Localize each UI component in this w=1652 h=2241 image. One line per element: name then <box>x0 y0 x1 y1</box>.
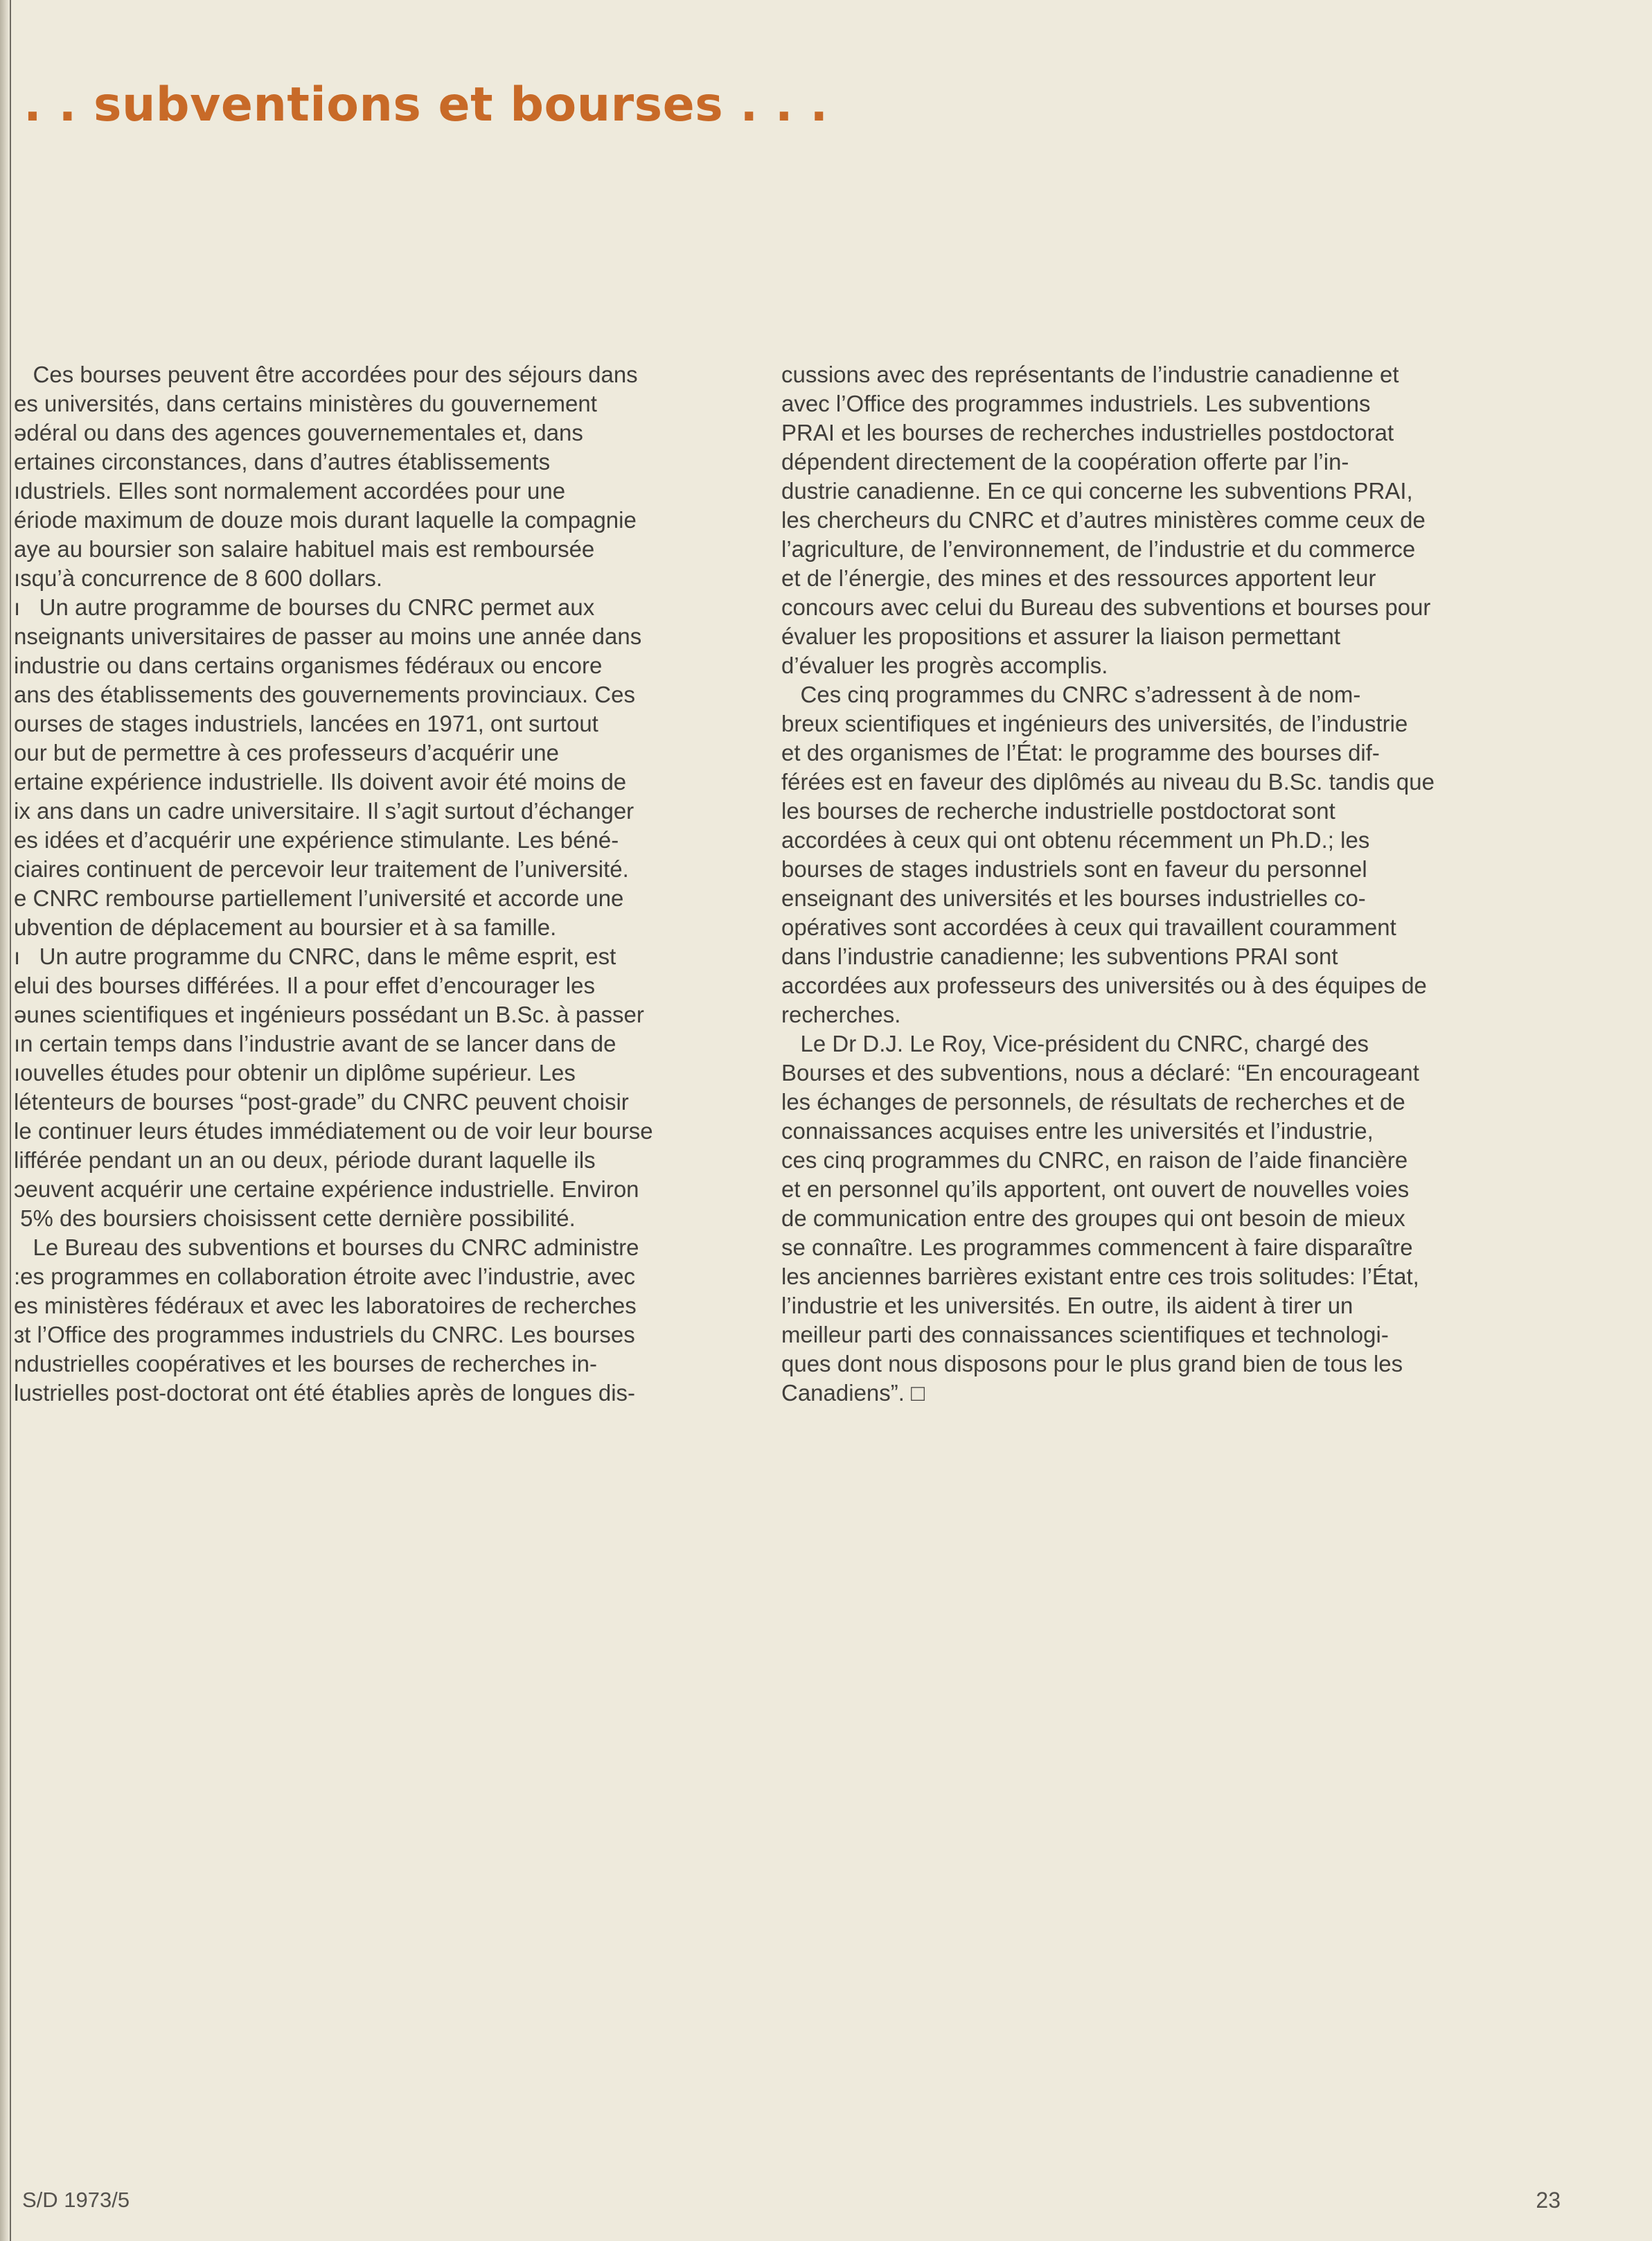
text-line: es idées et d’acquérir une expérience stimulante. Les béné- <box>14 827 619 853</box>
text-line: ériode maximum de douze mois durant laquelle la compagnie <box>14 507 637 533</box>
text-line: 5% des boursiers choisissent cette dernière possibilité. <box>14 1205 576 1231</box>
text-line: Canadiens”. □ <box>781 1380 925 1406</box>
page-title: . . subventions et bourses . . . <box>24 78 828 132</box>
page-number: 23 <box>1536 2188 1561 2213</box>
text-line: ı Un autre programme du CNRC, dans le même esprit, est <box>14 944 616 969</box>
text-line: l’agriculture, de l’environnement, de l’industrie et du commerce <box>781 536 1416 562</box>
text-line: ques dont nous disposons pour le plus grand bien de tous les <box>781 1351 1403 1376</box>
text-line: et des organismes de l’État: le programme des bourses dif- <box>781 740 1380 765</box>
text-line: ın certain temps dans l’industrie avant de se lancer dans de <box>14 1031 616 1056</box>
text-line: recherches. <box>781 1002 901 1027</box>
text-line: aye au boursier son salaire habituel mais est remboursée <box>14 536 595 562</box>
text-line: ıdustriels. Elles sont normalement accordées pour une <box>14 478 566 504</box>
text-line: ix ans dans un cadre universitaire. Il s’agit surtout d’échanger <box>14 798 634 824</box>
text-line: accordées à ceux qui ont obtenu récemment un Ph.D.; les <box>781 827 1370 853</box>
text-line: lustrielles post-doctorat ont été établies après de longues dis- <box>14 1380 636 1406</box>
left-text-column <box>14 360 743 1408</box>
text-line: ourses de stages industriels, lancées en 1971, ont surtout <box>14 711 598 736</box>
text-line: industrie ou dans certains organismes fédéraux ou encore <box>14 653 603 678</box>
text-line: lifférée pendant un an ou deux, période durant laquelle ils <box>14 1147 596 1173</box>
text-line: les bourses de recherche industrielle postdoctorat sont <box>781 798 1335 824</box>
text-line: et de l’énergie, des mines et des ressources apportent leur <box>781 565 1376 591</box>
text-line: et en personnel qu’ils apportent, ont ouvert de nouvelles voies <box>781 1176 1410 1202</box>
page-binding-shadow <box>0 0 10 2241</box>
text-line: Ces cinq programmes du CNRC s’adressent à de nom- <box>781 682 1361 707</box>
text-line: d’évaluer les progrès accomplis. <box>781 653 1108 678</box>
text-line: es universités, dans certains ministères du gouvernement <box>14 391 597 416</box>
text-line: connaissances acquises entre les universités et l’industrie, <box>781 1118 1374 1144</box>
text-line: ısqu’à concurrence de 8 600 dollars. <box>14 565 382 591</box>
text-line: concours avec celui du Bureau des subventions et bourses pour <box>781 594 1431 620</box>
text-line: les anciennes barrières existant entre ces trois solitudes: l’État, <box>781 1264 1419 1289</box>
text-line: ədéral ou dans des agences gouvernementales et, dans <box>14 420 583 445</box>
text-line: Le Dr D.J. Le Roy, Vice-président du CNRC, chargé des <box>781 1031 1369 1056</box>
text-line: meilleur parti des connaissances scientifiques et technologi- <box>781 1322 1389 1347</box>
text-line: ertaine expérience industrielle. Ils doivent avoir été moins de <box>14 769 627 795</box>
text-line: opératives sont accordées à ceux qui travaillent couramment <box>781 914 1396 940</box>
text-line: férées est en faveur des diplômés au niveau du B.Sc. tandis que <box>781 769 1435 795</box>
text-line: les chercheurs du CNRC et d’autres ministères comme ceux de <box>781 507 1425 533</box>
text-line: le continuer leurs études immédiatement ou de voir leur bourse <box>14 1118 653 1144</box>
text-line: l’industrie et les universités. En outre, ils aident à tirer un <box>781 1293 1353 1318</box>
text-line: ertaines circonstances, dans d’autres établissements <box>14 449 551 475</box>
text-line: Le Bureau des subventions et bourses du CNRC administre <box>14 1234 639 1260</box>
text-line: avec l’Office des programmes industriels. Les subventions <box>781 391 1371 416</box>
right-text-column <box>781 360 1557 1408</box>
text-line: es ministères fédéraux et avec les laboratoires de recherches <box>14 1293 637 1318</box>
text-line: dans l’industrie canadienne; les subventions PRAI sont <box>781 944 1338 969</box>
text-line: de communication entre des groupes qui ont besoin de mieux <box>781 1205 1405 1231</box>
text-line: PRAI et les bourses de recherches industrielles postdoctorat <box>781 420 1394 445</box>
text-line: ans des établissements des gouvernements provinciaux. Ces <box>14 682 635 707</box>
text-line: dustrie canadienne. En ce qui concerne les subventions PRAI, <box>781 478 1413 504</box>
text-line: ıouvelles études pour obtenir un diplôme supérieur. Les <box>14 1060 576 1086</box>
text-line: elui des bourses différées. Il a pour effet d’encourager les <box>14 973 595 998</box>
text-line: dépendent directement de la coopération offerte par l’in- <box>781 449 1349 475</box>
text-line: nseignants universitaires de passer au moins une année dans <box>14 623 642 649</box>
text-line: ɜt l’Office des programmes industriels du CNRC. Les bourses <box>14 1322 635 1347</box>
text-line: évaluer les propositions et assurer la liaison permettant <box>781 623 1341 649</box>
text-line: bourses de stages industriels sont en faveur du personnel <box>781 856 1367 882</box>
issue-label: S/D 1973/5 <box>22 2188 130 2212</box>
text-line: enseignant des universités et les bourses industrielles co- <box>781 885 1366 911</box>
text-line: breux scientifiques et ingénieurs des universités, de l’industrie <box>781 711 1408 736</box>
text-line: ı Un autre programme de bourses du CNRC permet aux <box>14 594 595 620</box>
text-line: ndustrielles coopératives et les bourses de recherches in- <box>14 1351 597 1376</box>
page-binding-edge <box>10 0 11 2241</box>
text-line: les échanges de personnels, de résultats de recherches et de <box>781 1089 1405 1115</box>
text-line: ubvention de déplacement au boursier et à sa famille. <box>14 914 557 940</box>
text-line: əunes scientifiques et ingénieurs possédant un B.Sc. à passer <box>14 1002 644 1027</box>
text-line: ɔeuvent acquérir une certaine expérience industrielle. Environ <box>14 1176 639 1202</box>
text-line: Ces bourses peuvent être accordées pour des séjours dans <box>14 362 638 387</box>
text-line: Bourses et des subventions, nous a déclaré: “En encourageant <box>781 1060 1419 1086</box>
text-line: accordées aux professeurs des universités ou à des équipes de <box>781 973 1427 998</box>
text-line: :es programmes en collaboration étroite avec l’industrie, avec <box>14 1264 635 1289</box>
text-line: se connaître. Les programmes commencent à faire disparaître <box>781 1234 1413 1260</box>
text-line: cussions avec des représentants de l’industrie canadienne et <box>781 362 1399 387</box>
text-line: e CNRC rembourse partiellement l’université et accorde une <box>14 885 624 911</box>
text-line: ciaires continuent de percevoir leur traitement de l’université. <box>14 856 629 882</box>
text-line: létenteurs de bourses “post-grade” du CNRC peuvent choisir <box>14 1089 629 1115</box>
text-line: ces cinq programmes du CNRC, en raison de l’aide financière <box>781 1147 1408 1173</box>
text-line: our but de permettre à ces professeurs d’acquérir une <box>14 740 559 765</box>
